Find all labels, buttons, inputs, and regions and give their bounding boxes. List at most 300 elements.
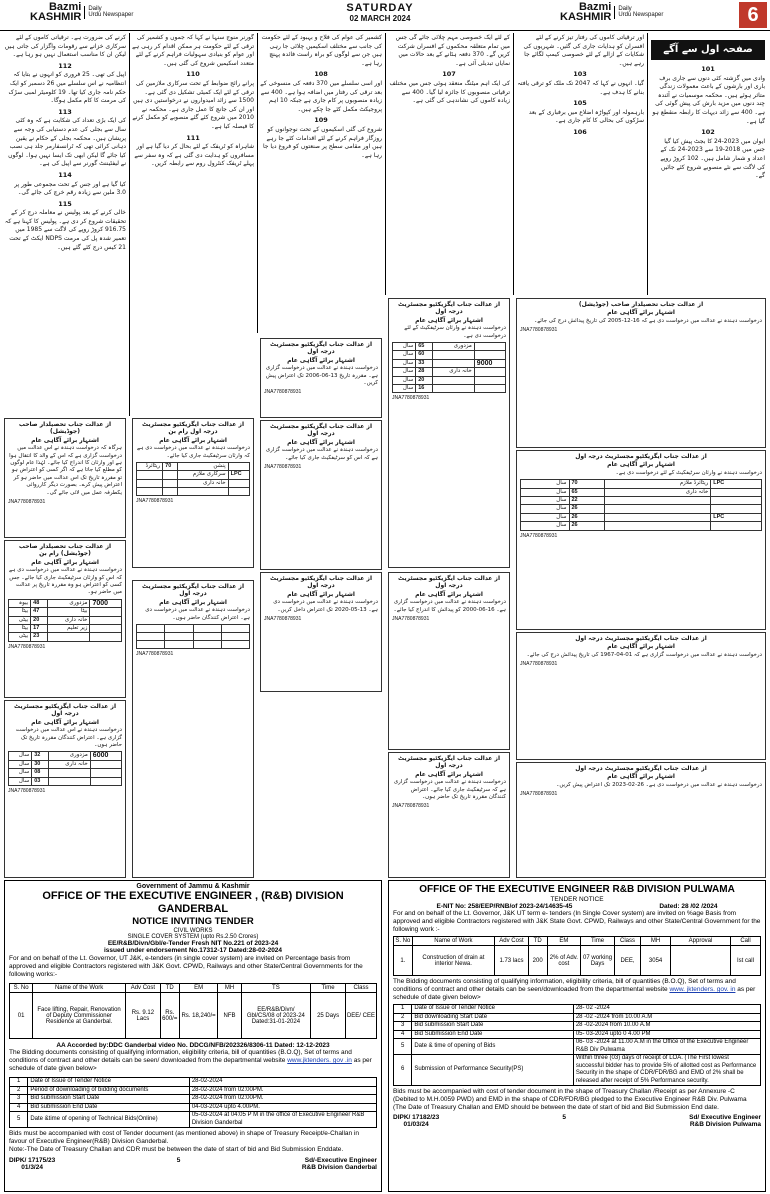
notice-title: از عدالت جناب ایگزیکٹیو مجسٹریٹ درجہ اول [269,341,372,356]
legal-notice [260,572,382,692]
bidding-docs-sentence: The Bidding documents consisting of qualifying information, eligibility criteria, bill of quantities (B.O.Q), Set of terms and conditions of contract and other details can be seen/downloaded from the departmental website [393,978,736,993]
schedule-cell: 28-02-2024 from 02:00PM. [189,1095,376,1104]
table-cell: Construction of drain at interior Newa. [412,946,494,976]
notice-body: درخواست دہندہ نے عدالت میں درخواست دی ہے۔ اعتراض کنندگان حاضر ہوں۔ [145,607,250,621]
schedule-row [394,1005,761,1014]
notice-body: درخواست دہندہ نے عدالت میں درخواست گزاری ہے۔ 16-06-2000 کو پیدائش کا اندراج کیا جائے۔ [393,599,506,613]
schedule-cell: 3 [394,1022,412,1031]
table-row [9,760,122,768]
table-cell: 26 [569,505,604,513]
masthead [0,0,770,30]
column-header: EM [179,984,218,993]
schedule-row [10,1112,377,1128]
table-cell [90,625,122,633]
gov-name: Government of Jammu & Kashmir [136,883,250,890]
table-cell: مزدوری [48,599,90,607]
table-cell [90,777,121,785]
table-cell: LPC [711,513,762,521]
table-cell [433,376,475,384]
table-cell: NFB [218,993,241,1039]
table-cell: مزدوری [433,343,475,351]
table-cell: 08 [32,769,49,777]
schedule-table [393,1004,761,1086]
notice-subtitle: اشتہار برائے آگاہی عام [607,773,675,781]
schedule-cell: 3 [10,1095,28,1104]
table-cell: سال [393,359,416,367]
table-cell [711,497,762,505]
brand-subtitle: Daily Urdu Newspaper [614,6,663,19]
heirs-table [392,342,506,393]
website-link[interactable]: www.jktenders. gov .in [287,1057,352,1064]
schedule-cell: Bid submission Start Date [28,1095,189,1104]
table-cell: سال [393,368,416,376]
notice-code: JNA7780878931 [392,803,430,810]
notice-title: از عدالت جناب تحصیلدار صاحب (جوڈیشل) [578,301,704,308]
notice-title: از عدالت جناب تحصیلدار صاحب (جوڈیشل) [18,421,112,436]
notice-subtitle: اشتہار برائے آگاہی عام [287,356,355,364]
article-text: گیا۔ انہوں نے کہا کہ 2047 تک ملک کو ترقی یافتہ بنانے کا ہدف ہے۔ [517,79,644,96]
notice-subtitle: اشتہار برائے آگاہی عام [287,590,355,598]
table-row [9,777,122,785]
notice-subtitle: SINGLE COVER SYSTEM (upto Rs.2.50 Crores) [127,934,259,940]
table-cell [604,522,710,530]
heirs-table [136,462,250,496]
news-column-1 [4,34,126,414]
legal-notice [132,580,254,878]
notice-subtitle: اشتہار برائے آگاہی عام [159,436,227,444]
notice-code: JNA7780878931 [520,661,558,668]
schedule-row [394,1039,761,1055]
table-cell: سال [393,385,416,393]
schedule-cell: Bid submission End Date [28,1103,189,1112]
notice-subtitle: اشتہار برائے آگاہی عام [607,309,675,317]
schedule-cell: Date &time of opening of Technical Bids(Online) [28,1112,189,1128]
table-cell [90,608,122,616]
table-cell [137,479,163,487]
notice-body: درخواست دہندہ نے عدالت میں درخواست گزاری ہے کہ 01-04-1967 کی تاریخ پیدائش درج کی جائے۔ [526,651,762,658]
table-row [9,769,122,777]
table-row [137,463,250,471]
notice-code: JNA7780878931 [520,791,558,798]
legal-notice [260,420,382,570]
column-header: Adv Cost [495,937,529,946]
aa-accorded: AA Accorded by:DDC Ganderbal video No. DDCG/NFB/202326/8306-11 Dated: 12-12-2023 [56,1042,330,1049]
schedule-cell: 05- 03-2024 upto 0 4.00 PM [573,1030,760,1039]
schedule-cell: 28 -02-2024 from 10.00 A.M [573,1022,760,1031]
item-number: 108 [314,70,328,79]
table-row [393,376,506,384]
schedule-row [10,1078,377,1087]
column-header: Adv Cost [126,984,161,993]
schedule-cell: 1 [394,1005,412,1014]
article-text: کیا گیا ہے اور جس کے تحت مجموعی طور پر 3.0 ملین سے زیادہ رقم خرچ کی جائے گی۔ [14,180,126,197]
news-column-6 [651,64,765,294]
column-rule [647,33,648,295]
table-cell [165,625,193,633]
bidding-docs-text [9,1049,377,1073]
notice-body: درخواست دہندہ نے وارثان سرٹیفکیٹ کے لئے درخواست دی ہے۔ [615,469,762,476]
notice-subtitle: اشتہار برائے آگاہی عام [159,598,227,606]
date-label: 02 MARCH 2024 [349,14,411,23]
section-heading: صفحہ اول سے آگے [651,40,765,60]
schedule-cell: Date of Issue of Tender Notice [28,1078,189,1087]
legal-notice [4,540,126,698]
news-column-5 [516,34,644,294]
notice-code: JNA7780878931 [136,651,174,658]
table-cell: بیوہ [9,599,31,607]
article-text: خالی کرنے کے بعد پولیس نے معاملہ درج کر کے تحقیقات شروع کر دی ہے۔ پولیس کا کہنا ہے کہ 916.75 کروڑ روپے کی لاگت سے 1985 میں تعمیر شدہ پل کی مرمت NDPS ایکٹ کے تحت 21 کیس درج کئے گئے ہیں۔ [4,209,126,251]
column-header: Time [581,937,615,946]
table-cell [433,359,475,367]
column-rule [513,33,514,295]
news-column-4 [388,34,510,294]
bidding-docs-suffix: as per schedule of date given below> [9,1057,372,1072]
table-cell: 200 [528,946,547,976]
enit-line [393,903,761,910]
table-cell: 22 [569,497,604,505]
table-cell: سرکاری ملازم [177,471,228,479]
page-number: 6 [739,2,767,28]
notice-body: درخواست دہندہ نے عدالت میں درخواست دی ہے کہ وارثان سرٹیفکیٹ جاری کیا جائے۔ [137,445,250,459]
table-cell [604,505,710,513]
legal-notice [516,762,766,878]
bidding-docs-sentence: The Bidding documents consisting of qualifying information, eligibility criteria, bill of quantities (B.O.Q), Set of terms and conditions of contract and other details can be seen/ downloaded from the departmental website [9,1049,352,1064]
table-cell: سال [521,513,570,521]
brand-left [30,2,133,22]
notice-body: ہرگاہ کہ درخواست دہندہ نے اس عدالت میں درخواست گزاری ہے کہ اس کے والد کا انتقال ہوا ہے اور وارثان کا اندراج کیا جائے۔ لہٰذا عام لوگوں کو مطلع کیا جاتا ہے کہ اگر کسی کو اعتراض ہو تو مقررہ تاریخ تک اس عدالت میں حاضر ہو کر اعتراض پیش کرے۔ بصورت دیگر کارروائی یکطرفہ عمل میں لائی جائے گی۔ [9,445,122,496]
schedule-cell: Bid Submission End Date [412,1030,573,1039]
table-cell: DEE, [614,946,640,976]
schedule-row [10,1103,377,1112]
notice-code: JNA7780878931 [136,498,174,505]
legal-notice [516,632,766,760]
schedule-cell: Date of Issue of Tender Notice [412,1005,573,1014]
legal-notice [516,450,766,630]
notice-title: از عدالت جناب ایگزیکٹیو مجسٹریٹ درجہ اول رام بن [141,421,244,436]
column-header: TD [528,937,547,946]
article-text: وادی میں گزشتہ کئی دنوں سے جاری برف باری اور بارشوں کے باعث معمولات زندگی متاثر ہوئے ہیں۔ محکمہ موسمیات نے آئندہ چند دنوں میں مزید بارش کی پیش گوئی کی ہے۔ 400 سے زائد دیہات کا رابطہ منقطع ہو گیا ہے۔ [652,74,765,125]
notice-intro: For and on behalf of the Lt. Governor, UT J&K, e-tenders (in single cover system) are invited on Percentage basis from approved and eligible Contractors registered with J&K Govt. CPWD, Railways and other State/Central Governments for the following works:- [9,955,363,978]
enit-date: Dated: 28 /02 /2024 [659,903,718,910]
notice-code: JNA7780878931 [8,643,46,650]
heirs-table [136,624,250,649]
enit-number: E-NIT No: 258/EEP/RNB/of 2023-24/14635-45 [436,903,573,910]
legal-notice [4,700,126,878]
dipk-number: DIPK/ 17182/23 [393,1114,440,1121]
sign-line: R&B Division Pulwama [689,1121,761,1128]
table-cell [711,505,762,513]
table-cell: LPC [711,480,762,488]
table-cell: 70 [569,480,604,488]
notice-ref: issued under endorsement No.17312-17 Dated:28-02-2024 [103,947,283,954]
table-cell: 47 [31,608,48,616]
table-cell [165,641,193,649]
table-cell: سال [521,488,570,496]
table-row [137,471,250,479]
legal-notice [132,418,254,568]
table-row [137,488,250,496]
dipk-mid: 5 [176,1157,181,1164]
table-cell: LPC [228,471,249,479]
column-header: TD [160,984,179,993]
table-cell: 20 [31,616,48,624]
article-text: پرانے رائج ضوابط کے تحت سرکاری ملازمین کی ترقی کے لئے ایک کمیٹی تشکیل دی گئی ہے۔ 1500 سے زائد امیدواروں نے درخواستیں دی ہیں اور ان کی جانچ کا عمل جاری ہے۔ محکمہ نے 2010 میں شروع کئے گئے منصوبے کو مکمل کرنے کا فیصلہ کیا ہے۔ [132,79,254,130]
table-cell: Face lifting, Repair, Renovation of Deputy Commissioner Residence at Ganderbal. [33,993,126,1039]
column-header: Time [311,984,346,993]
legal-notice [388,752,510,878]
article-text: بارہمولہ اور کپواڑہ اضلاع میں برفباری کے بعد سڑکوں کی بحالی کا کام جاری ہے۔ [528,108,644,125]
table-row [9,616,122,624]
article-text: گورنر منوج سنہا نے کہا کہ جموں و کشمیر کی ترقی کے لئے حکومت ہر ممکن اقدام کر رہی ہے اور عوام کو بنیادی سہولیات فراہم کرنے کے لئے متعدد اسکیمیں شروع کی گئی ہیں۔ [132,34,254,67]
notice-code: JNA7780878931 [8,788,46,795]
column-rule [257,33,258,333]
footer-note: Note:-The Date of Treasury Challan and CDR must be between the date of start of bid and Bid Submission Enddate. [9,1146,344,1153]
table-cell: سال [9,760,32,768]
notice-code: JNA7780878931 [520,532,558,539]
notice-intro: For and on behalf of the Lt. Governor, J&K UT term e- tenders (In Single Cover system) are invited on %age Basis from approved and eligible Contractors registered with J&K State Govt. CPWD, Railways and other State/Central Government for the following work :- [393,910,761,933]
table-row [521,513,762,521]
table-cell: سال [521,480,570,488]
schedule-cell: 4 [394,1030,412,1039]
footer-note: Bids must be accompanied with cost of Tender document (as mentioned above) in shape of Treasury Receipt/e-Challan in favour of Executive Engineer(R&B) Division Ganderbal. [9,1130,359,1145]
table-cell [137,633,165,641]
table-cell [137,471,163,479]
table-cell: سال [521,522,570,530]
table-cell [49,777,91,785]
article-text: کی ایک اہم میٹنگ منعقد ہوئی جس میں مختلف ترقیاتی منصوبوں کا جائزہ لیا گیا۔ 400 سے زیادہ کاموں کی نشاندہی کی گئی ہے۔ [389,79,510,105]
table-cell [671,946,731,976]
article-text: اور اسی سلسلے میں 370 دفعہ کی منسوخی کے بعد ترقی کی رفتار میں اضافہ ہوا ہے۔ 400 سے زیادہ منصوبوں پر کام جاری ہے جبکہ 10 اہم پروجیکٹ مکمل کئے جا چکے ہیں۔ [260,79,382,113]
notice-title: از عدالت جناب ایگزیکٹیو مجسٹریٹ درجہ اول [575,635,707,642]
schedule-row [394,1055,761,1086]
item-number: 105 [573,99,587,108]
notice-subtitle: اشتہار برائے آگاہی عام [415,316,483,324]
table-row [137,633,250,641]
article-text: کشمیر کی عوام کی فلاح و بہبود کے لئے حکومت کی جانب سے مختلف اسکیمیں چلائی جا رہی ہیں جن سے لوگوں کو براہ راست فائدہ پہنچ رہا ہے۔ [261,34,382,67]
table-row [521,505,762,513]
table-cell [711,522,762,530]
item-number: 113 [58,107,72,116]
table-cell: سال [9,777,32,785]
table-cell: 7000 [90,599,122,607]
table-row [393,343,506,351]
notice-title: از عدالت جناب ایگزیکٹیو مجسٹریٹ درجہ اول [397,575,500,590]
notice-body: درخواست دہندہ نے عدالت میں درخواست گزاری ہے کہ اس کو سرٹیفکیٹ جاری کیا جائے۔ [265,447,378,461]
table-cell: EE/R&B/Divn/ Gbl/CS/08 of 2023-24 Dated:31-01-2024 [241,993,311,1039]
legal-notice [388,298,510,568]
notice-subtitle: اشتہار برائے آگاہی عام [415,770,483,778]
masthead-rule [0,30,770,31]
heirs-table [8,751,122,786]
notice-code: JNA7780878931 [520,327,558,334]
legal-notice [388,572,510,750]
tender-notice-pulwama [388,880,766,1192]
notice-title: از عدالت جناب ایگزیکٹیو مجسٹریٹ درجہ اول [141,583,244,598]
table-cell [474,376,505,384]
notice-code: JNA7780878931 [264,389,302,396]
works-table [393,936,761,976]
notice-title: از عدالت جناب ایگزیکٹیو مجسٹریٹ درجہ اول [397,301,500,316]
brand-subtitle: Daily Urdu Newspaper [84,6,133,19]
column-header: Approval [671,937,731,946]
table-cell: 03 [32,777,49,785]
schedule-cell: Bid submission Start Date [412,1022,573,1031]
article-text: اور ترقیاتی کاموں کی رفتار تیز کرنے کے لئے افسران کو ہدایات جاری کی گئیں۔ شہریوں کی شکایات کے ازالے کے لئے خصوصی کیمپ لگائے جا رہے ہیں۔ [523,34,644,67]
tender-notice-ganderbal [4,880,382,1192]
notice-body: درخواست دہندہ نے عدالت میں درخواست گزاری ہے۔ مقررہ تاریخ 13-06-2006 تک اعتراض پیش کریں۔ [265,365,378,387]
article-text: کے لئے ایک خصوصی مہم چلائی جائے گی جس میں تمام متعلقہ محکموں کے افسران شرکت کریں گے۔ 370 دفعہ ہٹانے کے بعد حالات میں نمایاں تبدیلی آئی ہے۔ [395,34,510,67]
table-cell: 26 [569,522,604,530]
notice-title: از عدالت جناب ایگزیکٹیو مجسٹریٹ درجہ اول [575,453,707,460]
heirs-table [8,599,122,642]
table-cell: 65 [569,488,604,496]
item-number: 106 [573,127,587,136]
table-cell: 17 [31,625,48,633]
footer-note: Bids must be accompanied with cost of tender document in the shape of Treasury Challan /Receipt as per Annexure -C (Debited to M.H.0059 PWD) and EMD in the shape of CDR/FDR/BG pledged to the Executive Engineer R&B Div. Pulwama (The Date of Treasury Challan and EMD should be between the date of start of bid and Bid Submission End date. [393,1088,747,1111]
item-number: 112 [58,61,72,70]
table-cell: 3054 [641,946,671,976]
table-cell: 1.73 lacs [495,946,529,976]
table-cell [90,769,121,777]
article-text: کرنے کی ضرورت ہے۔ ترقیاتی کاموں کے لئے سرکاری خزانے سے رقومات واگزار کی جاتی ہیں لیکن ان کا مناسب استعمال نہیں ہو رہا ہے۔ [4,34,126,59]
notice-body: درخواست دہندہ نے عدالت میں درخواست دی ہے کہ اس کو وارثان سرٹیفکیٹ جاری کیا جائے۔ جس کسی کو اعتراض ہو وہ مقررہ تاریخ پر عدالت میں حاضر ہو۔ [9,567,122,596]
table-cell [221,625,249,633]
dateline [250,2,510,23]
works-table [9,983,377,1039]
dipk [9,1157,55,1171]
notice-code: JNA7780878931 [8,499,46,506]
table-cell [474,368,505,376]
schedule-cell: 6 [394,1055,412,1086]
schedule-cell: Bid downloading Start Date [412,1013,573,1022]
signature-block [393,1114,761,1128]
column-header: EM [547,937,581,946]
notice-body: درخواست دہندہ نے عدالت میں درخواست دی ہے کہ 16-12-2005 کی تاریخ پیدائش درج کی جائے۔ [533,317,762,324]
sign-line: R&B Division Ganderbal [301,1164,377,1171]
table-cell: بیٹا [9,608,31,616]
table-row [9,599,122,607]
table-cell [228,479,249,487]
table-cell [474,351,505,359]
schedule-cell: 2 [394,1013,412,1022]
notice-subtitle: اشتہار برائے آگاہی عام [607,461,675,469]
schedule-row [10,1095,377,1104]
table-cell: 9000 [474,359,505,367]
table-cell: مزدوری [49,752,91,760]
table-cell: خانہ داری [177,479,228,487]
table-cell: خانہ داری [49,760,91,768]
column-header: Call [730,937,760,946]
notice-code: JNA7780878931 [392,616,430,623]
schedule-row [394,1030,761,1039]
schedule-row [394,1013,761,1022]
table-cell [163,479,178,487]
news-column-2 [132,34,254,414]
schedule-cell: 05-03-2024 at 04:05 P M in the office of Executive Engineer R&B Division Ganderbal [189,1112,376,1128]
table-row [393,385,506,393]
table-cell [193,633,221,641]
heirs-table [520,479,762,530]
table-row [9,752,122,760]
sign-line: Sd/-Executive Engineer [304,1157,377,1164]
table-cell: 1. [394,946,413,976]
website-link[interactable]: www. jktenders. gov. in [669,986,736,993]
table-cell: Rs. 600/= [160,993,179,1039]
table-cell: DEE/ CEE [345,993,376,1039]
article-text: شروع کی گئی اسکیموں کے تحت نوجوانوں کو روزگار فراہم کرنے کے لئے اقدامات کئے جا رہے ہیں اور مقامی سطح پر صنعتوں کو فروغ دیا جا رہا ہے۔ [262,125,382,159]
legal-notice [4,418,126,538]
column-header: S. No [10,984,33,993]
sign-line: Sd/ Executive Engineer [689,1114,761,1121]
item-number: 102 [701,128,715,137]
table-cell [48,633,90,641]
schedule-cell: 28-02-2024 from 02:00PM. [189,1086,376,1095]
table-cell: پنشن [177,463,228,471]
table-cell: Rs. 9.12 Lacs [126,993,161,1039]
schedule-cell: 28-02-2024 [189,1078,376,1087]
dipk-date: 01/3/24 [21,1164,43,1171]
table-row [393,351,506,359]
notice-subtitle: اشتہار برائے آگاہی عام [415,590,483,598]
schedule-cell: 2 [10,1086,28,1095]
table-cell [163,488,178,496]
table-cell: 2% of Adv. cost [547,946,581,976]
dipk [393,1114,439,1128]
article-text: اپیل کی تھی۔ 25 فروری کو انہوں نے بتایا کہ انتظامیہ نے اس سلسلے میں 26 دسمبر کو ایک حکم نامہ جاری کیا تھا۔ 19 کلومیٹر لمبی سڑک کی مرمت کا کام مکمل ہوگا۔ [8,71,126,105]
column-header: MH [641,937,671,946]
schedule-cell: 5 [394,1039,412,1055]
table-cell [474,385,505,393]
table-cell [90,633,122,641]
table-cell: 01 [10,993,33,1039]
schedule-table [9,1077,377,1128]
notice-body: درخواست دہندہ نے عدالت میں درخواست دی ہے۔ 13-05-2020 تک اعتراض داخل کریں۔ [273,599,378,613]
bidding-docs-text [393,978,761,1002]
table-cell: سال [9,769,32,777]
notice-code: JNA7780878931 [392,395,430,402]
schedule-cell: 04-03-2024 upto 4.00PM. [189,1103,376,1112]
dipk-date: 01/03/24 [403,1121,429,1128]
office-title: OFFICE OF THE EXECUTIVE ENGINEER , (R&B) DIVISION GANDERBAL [42,890,344,915]
notice-subtitle: اشتہار برائے آگاہی عام [287,438,355,446]
table-row [137,479,250,487]
notice-title: از عدالت جناب ایگزیکٹیو مجسٹریٹ درجہ اول [269,423,372,438]
dipk-mid: 5 [562,1114,566,1121]
column-header: S. No [395,938,411,944]
schedule-cell: 1 [10,1078,28,1087]
table-cell: 33 [416,359,433,367]
legal-notice [516,298,766,448]
signatory [689,1114,761,1128]
news-column-3 [260,34,382,334]
table-cell: زیر تعلیم [48,625,90,633]
notice-subtitle: اشتہار برائے آگاہی عام [607,643,675,651]
table-cell [228,463,249,471]
notice-code: JNA7780878931 [264,616,302,623]
notice-subtitle: اشتہار برائے آگاہی عام [31,436,99,444]
table-cell [165,633,193,641]
schedule-cell: Date & time of opening of Bids [412,1039,573,1055]
table-row [393,368,506,376]
table-cell [49,769,91,777]
schedule-cell: 5 [10,1112,28,1128]
table-cell: 6000 [90,752,121,760]
table-row [137,641,250,649]
notice-body: درخواست دہندہ نے وارثان سرٹیفکیٹ کے لئے درخواست دی ہے۔ [404,325,506,339]
table-cell: 32 [32,752,49,760]
table-row [393,359,506,367]
schedule-cell: 4 [10,1103,28,1112]
